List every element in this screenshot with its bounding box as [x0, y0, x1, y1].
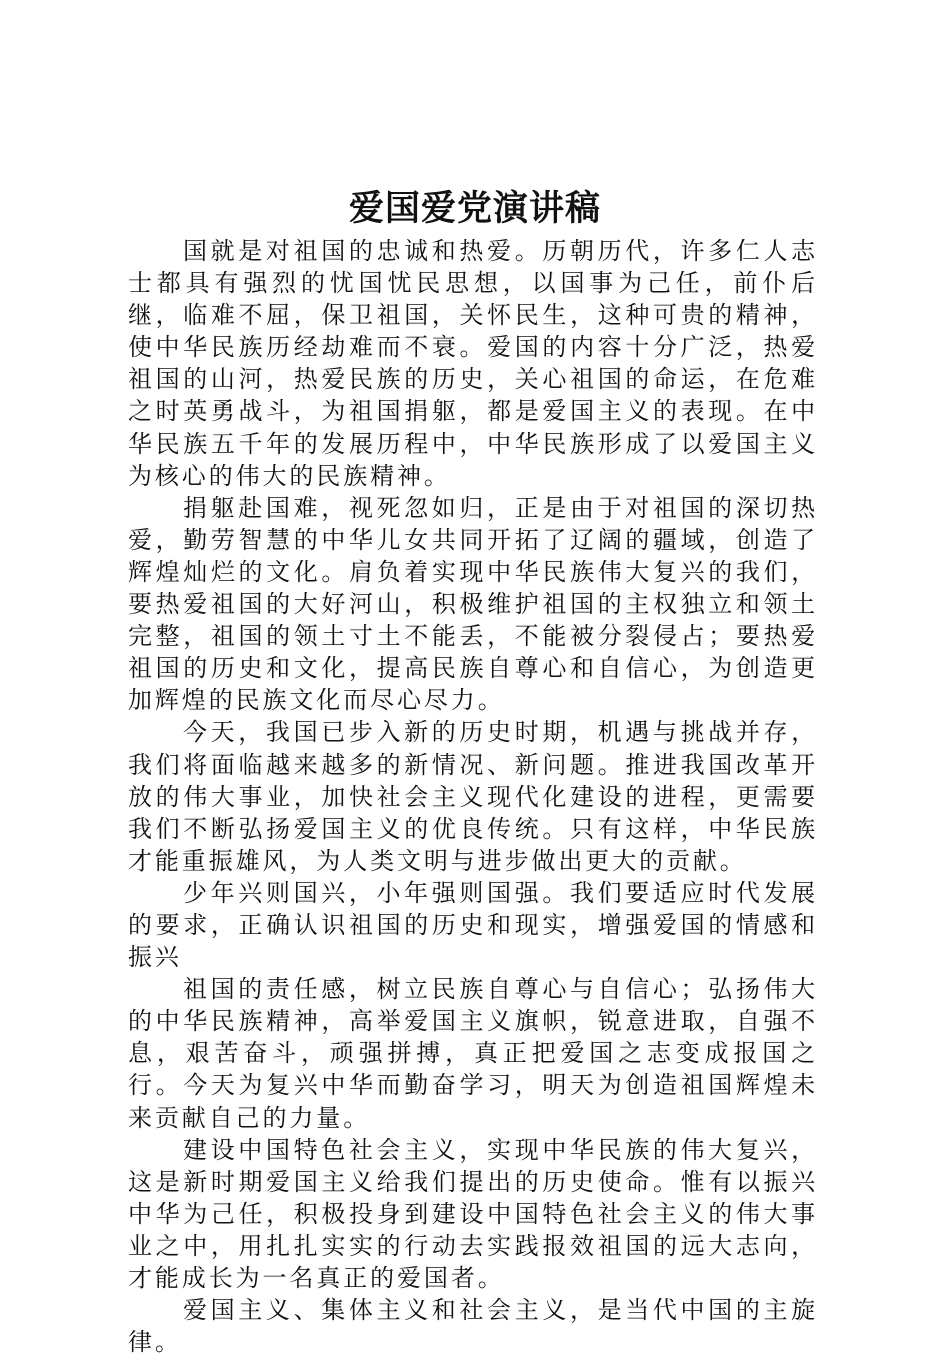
paragraph-4: 少年兴则国兴，小年强则国强。我们要适应时代发展的要求，正确认识祖国的历史和现实，增强爱国的情感和振兴	[128, 878, 818, 972]
paragraph-5: 祖国的责任感，树立民族自尊心与自信心；弘扬伟大的中华民族精神，高举爱国主义旗帜，锐意进取，自强不息，艰苦奋斗，顽强拼搏，真正把爱国之志变成报国之行。今天为复兴中华而勤奋学习，明天为创造祖国辉煌未来贡献自己的力量。	[128, 975, 818, 1132]
paragraph-3: 今天，我国已步入新的历史时期，机遇与挑战并存，我们将面临越来越多的新情况、新问题。推进我国改革开放的伟大事业，加快社会主义现代化建设的进程，更需要我们不断弘扬爱国主义的优良传统。只有这样，中华民族才能重振雄风，为人类文明与进步做出更大的贡献。	[128, 718, 818, 875]
document-title: 爱国爱党演讲稿	[348, 188, 601, 229]
document-body	[128, 235, 818, 1358]
paragraph-2: 捐躯赴国难，视死忽如归，正是由于对祖国的深切热爱，勤劳智慧的中华儿女共同开拓了辽阔的疆域，创造了辉煌灿烂的文化。肩负着实现中华民族伟大复兴的我们，要热爱祖国的大好河山，积极维护祖国的主权独立和领土完整，祖国的领土寸土不能丢，不能被分裂侵占；要热爱祖国的历史和文化，提高民族自尊心和自信心，为创造更加辉煌的民族文化而尽心尽力。	[128, 493, 818, 715]
paragraph-6: 建设中国特色社会主义，实现中华民族的伟大复兴，这是新时期爱国主义给我们提出的历史使命。惟有以振兴中华为己任，积极投身到建设中国特色社会主义的伟大事业之中，用扎扎实实的行动去实践报效祖国的远大志向，才能成长为一名真正的爱国者。	[128, 1135, 818, 1292]
paragraph-1: 国就是对祖国的忠诚和热爱。历朝历代，许多仁人志士都具有强烈的忧国忧民思想，以国事为己任，前仆后继，临难不屈，保卫祖国，关怀民生，这种可贵的精神，使中华民族历经劫难而不衰。爱国的内容十分广泛，热爱祖国的山河，热爱民族的历史，关心祖国的命运，在危难之时英勇战斗，为祖国捐躯，都是爱国主义的表现。在中华民族五千年的发展历程中，中华民族形成了以爱国主义为核心的伟大的民族精神。	[128, 237, 818, 490]
paragraph-7: 爱国主义、集体主义和社会主义，是当代中国的主旋律。	[128, 1296, 818, 1357]
